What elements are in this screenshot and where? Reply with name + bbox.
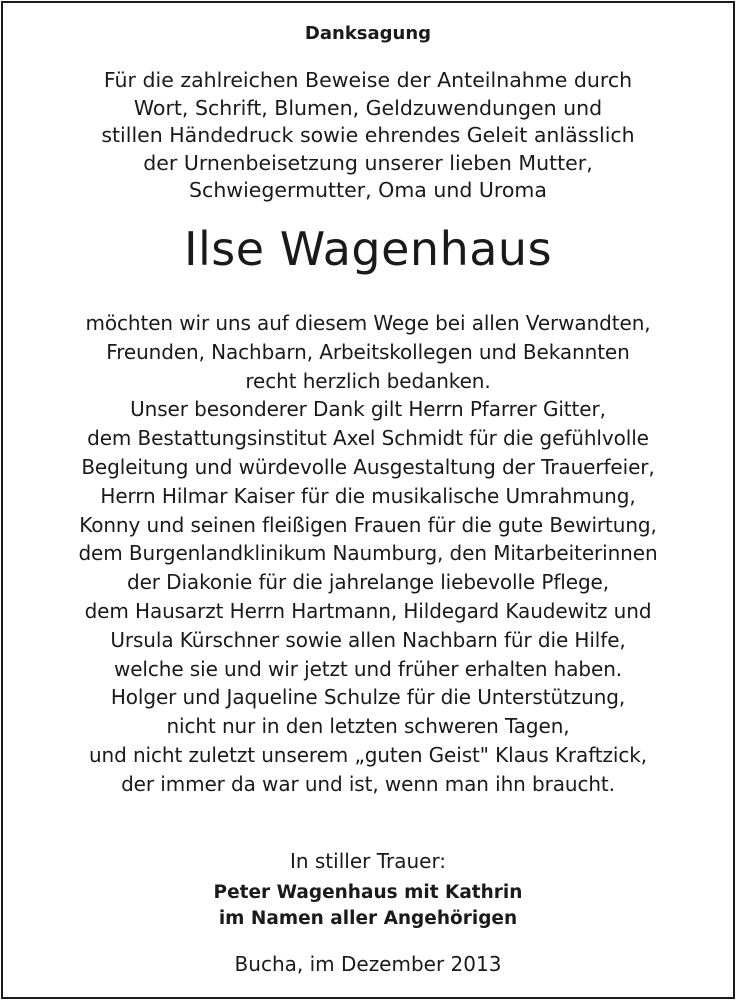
signer-line: im Namen aller Angehörigen (218, 908, 518, 929)
mourning-label: In stiller Trauer: (289, 849, 447, 873)
thanks-line: Unser besonderer Dank gilt Herrn Pfarrer Gitter, (130, 397, 606, 422)
signer-line: Peter Wagenhaus mit Kathrin (213, 882, 523, 903)
thanks-line: Ursula Kürschner sowie allen Nachbarn für die Hilfe, (110, 627, 626, 652)
thanks-line: Holger und Jaqueline Schulze für die Unterstützung, (110, 685, 626, 710)
thanks-line: Freunden, Nachbarn, Arbeitskollegen und Bekannten (106, 339, 630, 364)
thanks-line: Konny und seinen fleißigen Frauen für die gute Bewirtung, (79, 512, 657, 537)
thanks-line: der immer da war und ist, wenn man ihn braucht. (121, 771, 615, 796)
thanks-line: der Diakonie für die jahrelange liebevolle Pflege, (126, 570, 609, 595)
intro-line: der Urnenbeisetzung unserer lieben Mutter, (143, 150, 593, 175)
intro-line: Schwiegermutter, Oma und Uroma (189, 178, 547, 202)
thanks-line: und nicht zuletzt unserem „guten Geist" Klaus Kraftzick, (88, 742, 648, 767)
thanks-line: welche sie und wir jetzt und früher erhalten haben. (113, 656, 623, 681)
thanks-line: Begleitung und würdevolle Ausgestaltung der Trauerfeier, (81, 454, 655, 479)
place-date: Bucha, im Dezember 2013 (234, 952, 502, 976)
intro-paragraph (3, 67, 733, 205)
thanks-line: Herrn Hilmar Kaiser für die musikalische Umrahmung, (100, 483, 636, 508)
intro-line: Für die zahlreichen Beweise der Anteilnahme durch (103, 68, 633, 92)
deceased-name: Ilse Wagenhaus (183, 222, 553, 276)
intro-line: Wort, Schrift, Blumen, Geldzuwendungen und (133, 95, 603, 120)
thanks-line: möchten wir uns auf diesem Wege bei allen Verwandten, (85, 311, 651, 335)
thanks-line: recht herzlich bedanken. (245, 368, 491, 393)
thanks-paragraph (3, 309, 733, 799)
notice-heading: Danksagung (304, 23, 432, 44)
intro-line: stillen Händedruck sowie ehrendes Geleit anlässlich (101, 123, 635, 147)
thanks-line: nicht nur in den letzten schweren Tagen, (166, 714, 570, 739)
signers (3, 880, 733, 932)
thanks-line: dem Hausarzt Herrn Hartmann, Hildegard Kaudewitz und (84, 598, 652, 623)
obituary-thank-you-notice (1, 1, 735, 999)
thanks-line: dem Bestattungsinstitut Axel Schmidt für die gefühlvolle (87, 426, 649, 451)
thanks-line: dem Burgenlandklinikum Naumburg, den Mitarbeiterinnen (78, 541, 658, 566)
